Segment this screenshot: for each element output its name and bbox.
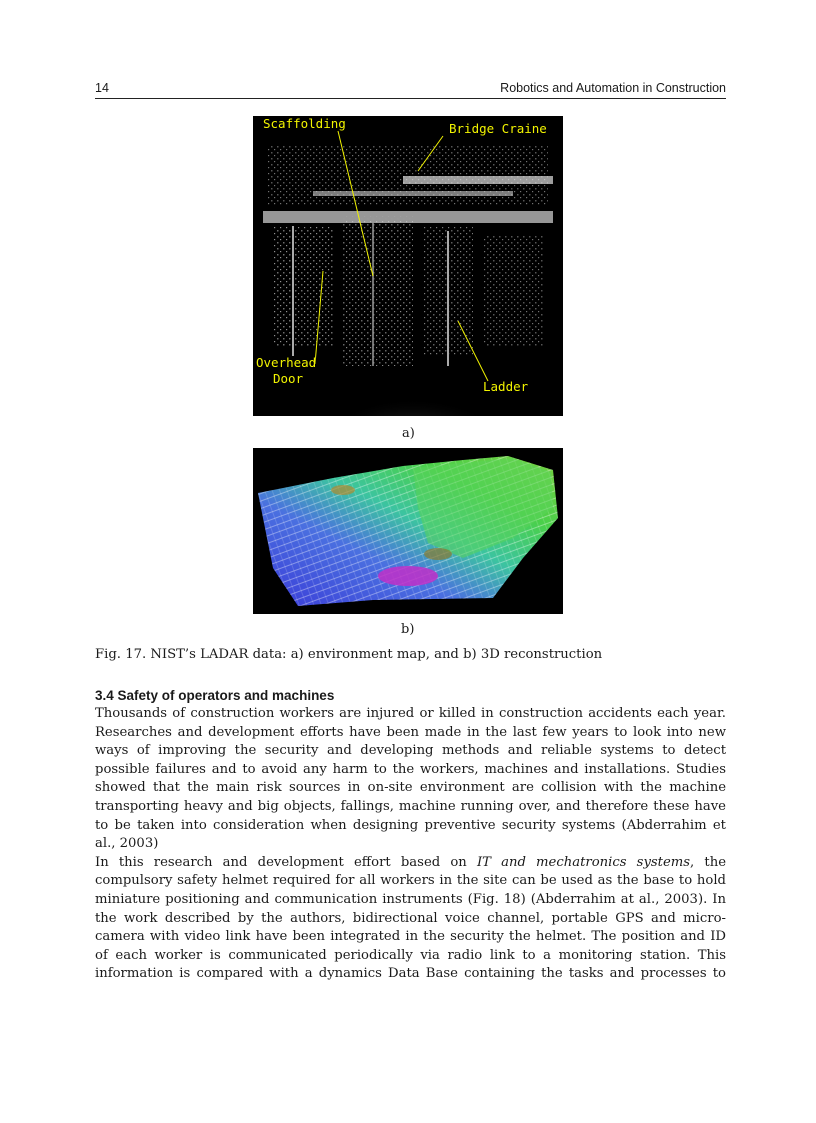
text-line: possible failures and to avoid any harm to the workers, machines and installations. Studies — [95, 761, 726, 777]
text-line: showed that the main risk sources in on-site environment are collision with the machine — [95, 780, 726, 796]
text-line-with-emphasis — [95, 854, 726, 873]
text-line: to be taken into consideration when designing preventive security systems (Abderrahim et — [95, 817, 726, 833]
page-number: 14 — [95, 81, 109, 95]
text-line: of each worker is communicated periodically via radio link to a monitoring station. This — [95, 947, 726, 963]
figure-a-sublabel: a) — [402, 426, 415, 441]
running-header — [95, 80, 726, 99]
text-line: information is compared with a dynamics Data Base containing the tasks and processes to — [95, 966, 726, 982]
text-run: In this research and development effort based on — [95, 854, 477, 870]
ladar-3d-reconstruction-image — [253, 448, 563, 614]
running-title: Robotics and Automation in Construction — [500, 81, 726, 95]
text-line: miniature positioning and communication instruments (Fig. 18) (Abderrahim at al., 2003). In — [95, 891, 726, 907]
3d-reconstruction-graphic — [253, 448, 563, 614]
text-line: compulsory safety helmet required for all workers in the site can be used as the base to hold — [95, 873, 726, 889]
label-ladder: Ladder — [483, 379, 529, 394]
emphasis-it-mechatronics: IT and mechatronics systems — [476, 854, 691, 870]
text-line: ways of improving the security and developing methods and reliable systems to detect — [95, 743, 726, 759]
label-bridge-crane: Bridge Craine — [449, 121, 547, 136]
section-heading: 3.4 Safety of operators and machines — [95, 688, 335, 703]
figure-b-sublabel: b) — [401, 622, 415, 637]
text-line: Thousands of construction workers are injured or killed in construction accidents each year. — [95, 706, 726, 721]
ladar-environment-map-image — [253, 116, 563, 416]
figure-caption: Fig. 17. NIST’s LADAR data: a) environment map, and b) 3D reconstruction — [95, 647, 603, 662]
text-run: , the — [690, 854, 726, 870]
text-line: the work described by the authors, bidirectional voice channel, portable GPS and micro- — [95, 910, 726, 926]
text-line: Researches and development efforts have been made in the last few years to look into new — [95, 724, 726, 740]
text-line: transporting heavy and big objects, fallings, machine running over, and therefore these have — [95, 798, 726, 814]
body-text — [95, 705, 726, 984]
text-line: al., 2003) — [95, 836, 159, 852]
label-overhead-door-line1: Overhead — [256, 355, 317, 370]
label-scaffolding: Scaffolding — [263, 116, 346, 131]
text-line: camera with video link have been integrated in the security the helmet. The position and ID — [95, 929, 726, 945]
label-overhead-door-line2: Door — [273, 371, 304, 386]
